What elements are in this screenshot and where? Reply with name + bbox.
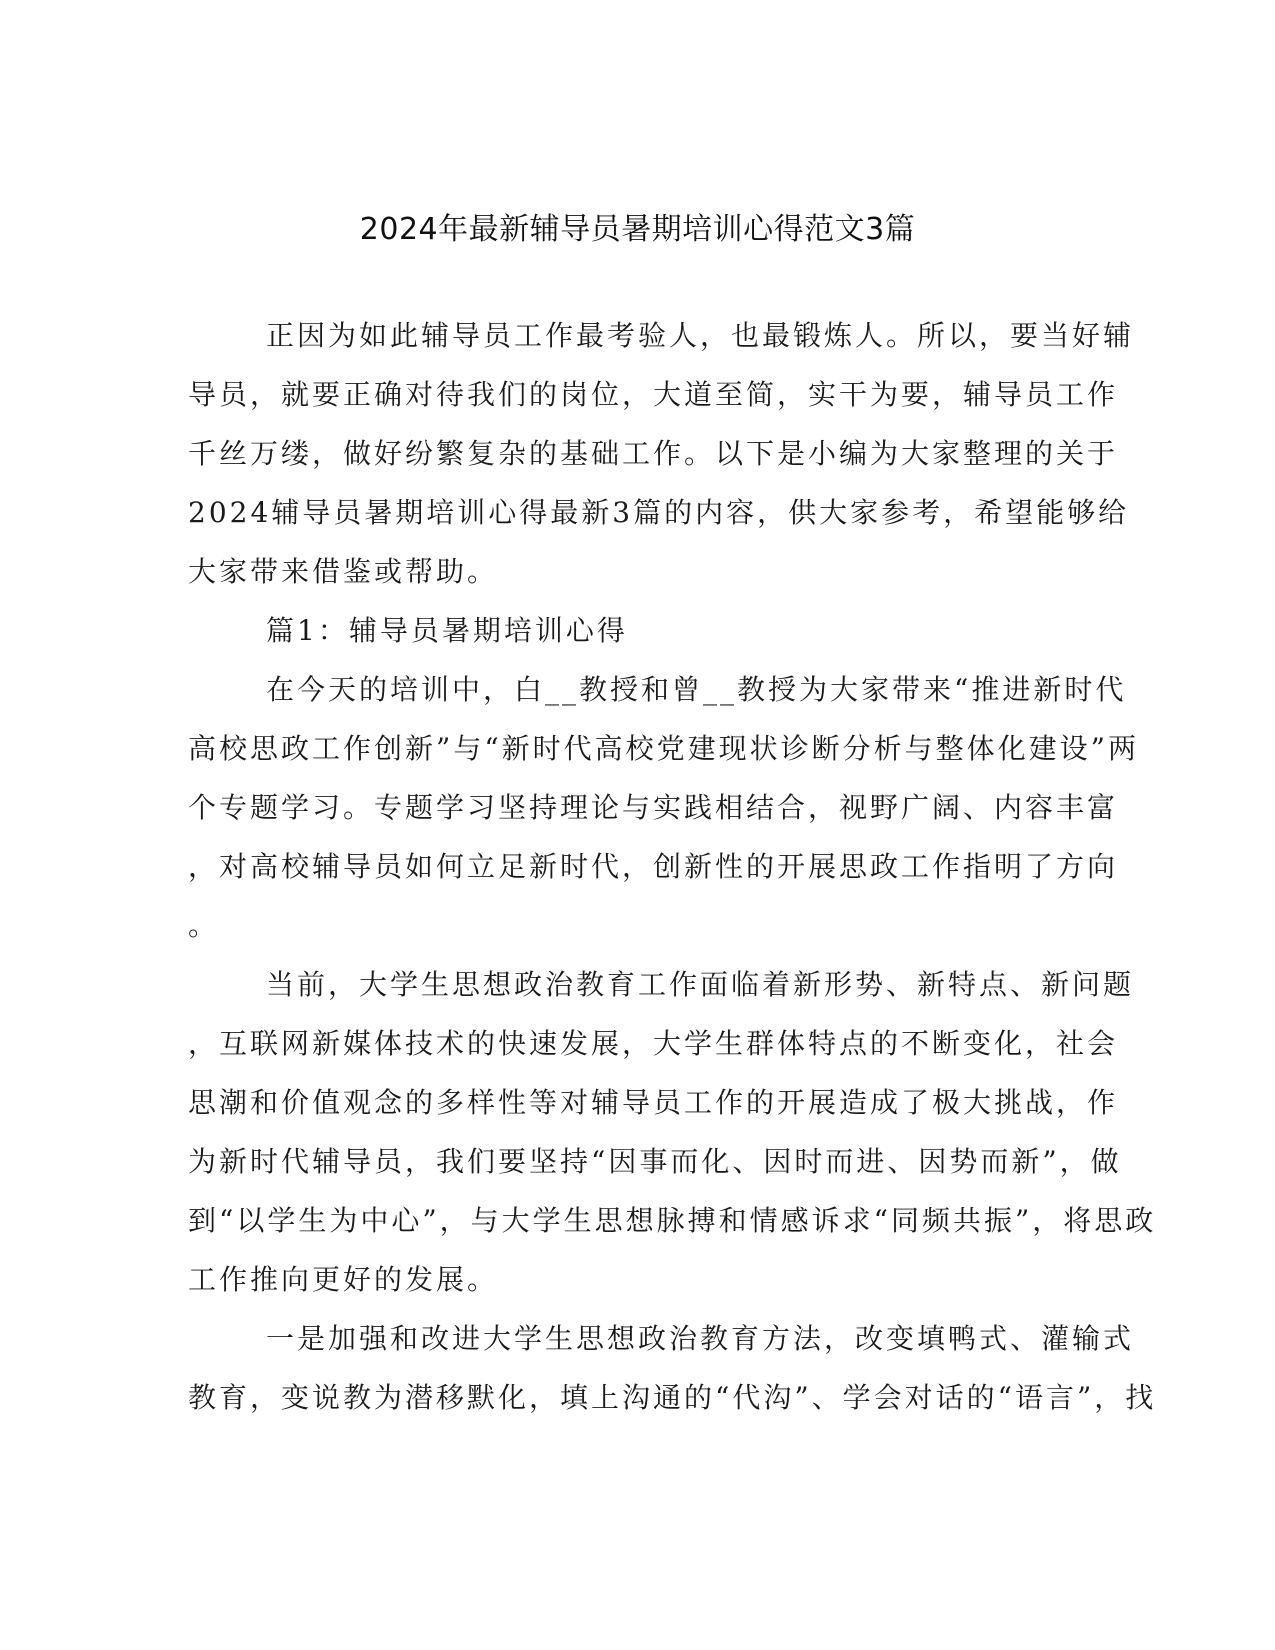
paragraph-line: 一是加强和改进大学生思想政治教育方法，改变填鸭式、灌输式: [266, 1322, 1135, 1355]
paragraph-line: 2024辅导员暑期培训心得最新3篇的内容，供大家参考，希望能够给: [188, 496, 1130, 529]
paragraph-line: 正因为如此辅导员工作最考验人，也最锻炼人。所以，要当好辅: [266, 319, 1135, 352]
section-heading: 篇1：辅导员暑期培训心得: [266, 614, 628, 647]
paragraph-line: 大家带来借鉴或帮助。: [188, 555, 499, 588]
paragraph-line: 。: [188, 909, 220, 942]
paragraph-line: 个专题学习。专题学习坚持理论与实践相结合，视野广阔、内容丰富: [188, 791, 1119, 824]
paragraph-line: 工作推向更好的发展。: [188, 1263, 499, 1296]
paragraph-line: 当前，大学生思想政治教育工作面临着新形势、新特点、新问题: [266, 968, 1135, 1001]
paragraph-line: 思潮和价值观念的多样性等对辅导员工作的开展造成了极大挑战，作: [188, 1086, 1119, 1119]
paragraph-line: 在今天的培训中，白__教授和曾__教授为大家带来“推进新时代: [266, 673, 1127, 706]
paragraph-line: 教育，变说教为潜移默化，填上沟通的“代沟”、学会对话的“语言”，找: [188, 1381, 1157, 1414]
paragraph-line: 导员，就要正确对待我们的岗位，大道至简，实干为要，辅导员工作: [188, 378, 1119, 411]
paragraph-line: ，对高校辅导员如何立足新时代，创新性的开展思政工作指明了方向: [188, 850, 1119, 883]
document-title: 2024年最新辅导员暑期培训心得范文3篇: [359, 212, 916, 247]
paragraph-line: 为新时代辅导员，我们要坚持“因事而化、因时而进、因势而新”，做: [188, 1145, 1122, 1178]
paragraph-line: 高校思政工作创新”与“新时代高校党建现状诊断分析与整体化建设”两: [188, 732, 1139, 765]
paragraph-line: 到“以学生为中心”，与大学生思想脉搏和情感诉求“同频共振”，将思政: [188, 1204, 1157, 1237]
paragraph-line: ，互联网新媒体技术的快速发展，大学生群体特点的不断变化，社会: [188, 1027, 1119, 1060]
paragraph-line: 千丝万缕，做好纷繁复杂的基础工作。以下是小编为大家整理的关于: [188, 437, 1119, 470]
